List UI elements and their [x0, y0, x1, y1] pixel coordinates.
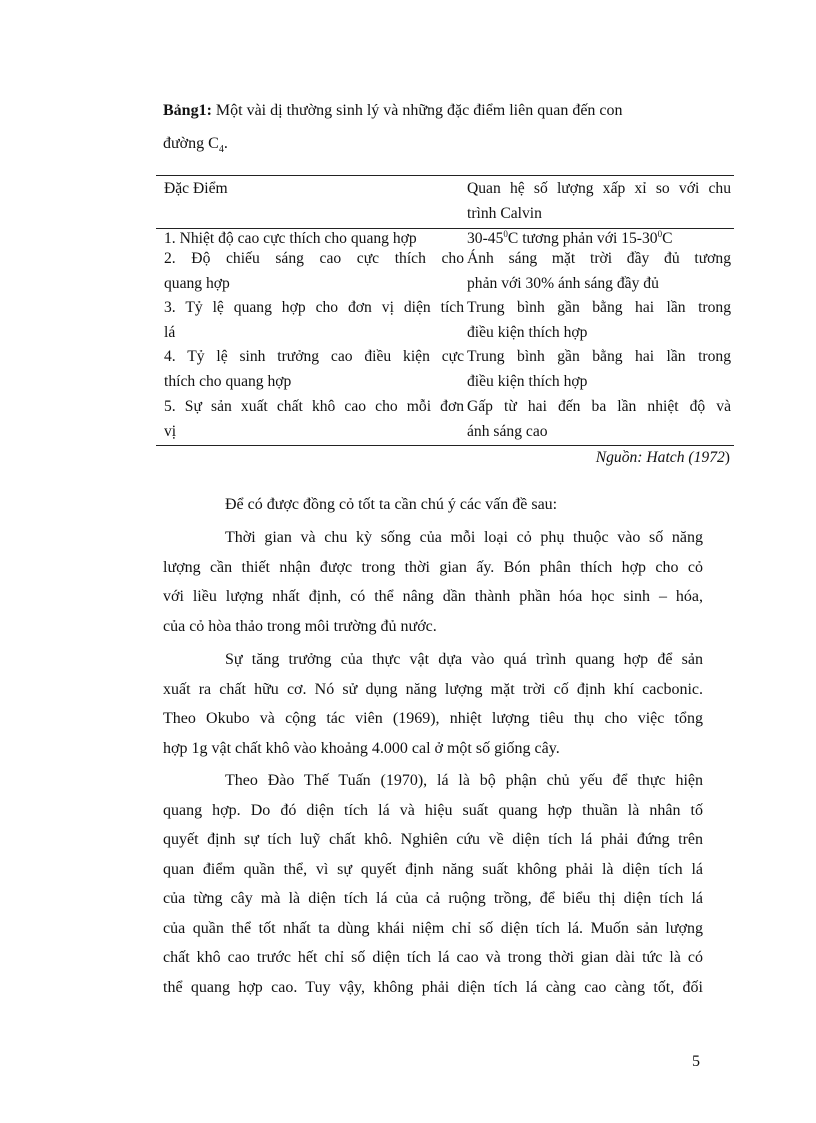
paragraph-line: của cỏ hòa thảo trong môi trường đủ nước. [163, 617, 437, 635]
paragraph-line: hợp 1g vật chất khô vào khoảng 4.000 cal ở một số giống cây. [163, 739, 560, 757]
row5-col1-line2: vị [164, 423, 177, 440]
paragraph-line: quyết định sự tích luỹ chất khô. Nghiên cứu về diện tích lá phải đứng trên [163, 831, 703, 848]
paragraph [163, 766, 703, 1002]
row2-col1-line2: quang hợp [164, 275, 230, 292]
paragraph-line: của từng cây mà là diện tích lá của cả ruộng trồng, để biểu thị diện tích lá [163, 890, 703, 907]
caption-subscript: 4 [218, 144, 224, 156]
paragraph [163, 645, 703, 763]
row5-col2-line2: ánh sáng cao [467, 423, 548, 440]
row5-col1-line1: 5. Sự sản xuất chất khô cao cho mỗi đơn [164, 398, 464, 415]
header-col2-line2: trình Calvin [467, 205, 542, 222]
row2-col2-line1: Ánh sáng mặt trời đầy đủ tương [467, 250, 731, 267]
caption-period: . [223, 135, 228, 152]
row4-col1-line2: thích cho quang hợp [164, 373, 292, 390]
paragraph-line: thể quang hợp cao. Tuy vậy, không phải diện tích lá càng cao càng tốt, đối [163, 978, 703, 996]
row1-col2: $30-45^0C$ tương phản với $15-30^0C$ [467, 228, 673, 247]
row2-col1-line1: 2. Độ chiếu sáng cao cực thích cho [164, 250, 464, 267]
paragraph-line: Theo Đào Thế Tuấn (1970), lá là bộ phận chủ yếu để thực hiện [225, 772, 703, 789]
table-bottom-rule [156, 445, 734, 446]
row4-col1-line1: 4. Tỷ lệ sinh trưởng cao điều kiện cực [164, 348, 464, 365]
paragraph-line: Để có được đồng cỏ tốt ta cần chú ý các vấn đề sau: [225, 496, 558, 513]
paragraph-line: lượng cần thiết nhận được trong thời gian ấy. Bón phân thích hợp cho cỏ [163, 558, 703, 576]
paragraph [163, 490, 703, 520]
row3-col1-line2: lá [164, 324, 176, 341]
header-col2-line1: Quan hệ số lượng xấp xỉ so với chu [467, 180, 731, 197]
table-source: Nguồn: Hatch (1972) [595, 449, 730, 466]
caption-label: Bảng1: [163, 102, 212, 119]
row1-col1: 1. Nhiệt độ cao cực thích cho quang hợp [164, 230, 417, 247]
paragraph-line: chất khô cao trước hết chỉ số diện tích lá cao và trong thời gian dài tức là có [163, 949, 703, 966]
paragraph-line: quang hợp. Do đó diện tích lá và hiệu suất quang hợp thuần là nhân tố [163, 801, 703, 819]
paragraph-line: với liều lượng nhất định, có thể nâng dần thành phần hóa học sinh – hóa, [163, 588, 703, 605]
paragraph-line: xuất ra chất hữu cơ. Nó sử dụng năng lượng mặt trời cố định khí cacbonic. [163, 680, 703, 698]
caption-text-2: đường C [163, 135, 219, 152]
row4-col2-line1: Trung bình gần bằng hai lần trong [467, 348, 731, 365]
caption-text: Một vài dị thường sinh lý và những đặc điểm liên quan đến con [211, 102, 623, 119]
row3-col1-line1: 3. Tỷ lệ quang hợp cho đơn vị diện tích [164, 299, 464, 316]
row5-col2-line1: Gấp từ hai đến ba lần nhiệt độ và [467, 398, 731, 415]
row3-col2-line1: Trung bình gần bằng hai lần trong [467, 299, 731, 316]
paragraph-line: Sự tăng trưởng của thực vật dựa vào quá trình quang hợp để sản [225, 651, 703, 668]
paragraph-line: Thời gian và chu kỳ sống của mỗi loại cỏ phụ thuộc vào số năng [225, 529, 703, 546]
table-caption [163, 94, 723, 160]
row2-col2-line2: phản với 30% ánh sáng đầy đủ [467, 275, 659, 292]
paragraph [163, 523, 703, 641]
header-col1: Đặc Điểm [164, 180, 228, 197]
paragraph-line: Theo Okubo và cộng tác viên (1969), nhiệt lượng tiêu thụ cho việc tổng [163, 710, 703, 727]
row3-col2-line2: điều kiện thích hợp [467, 324, 588, 341]
paragraph-line: của quần thể tốt nhất ta dùng khái niệm chỉ số diện tích lá. Muốn sản lượng [163, 919, 703, 937]
paragraph-line: quan điểm quần thể, vì sự quyết định năng suất không phải là diện tích lá [163, 860, 703, 878]
row4-col2-line2: điều kiện thích hợp [467, 373, 588, 390]
page-number: 5 [692, 1053, 700, 1070]
